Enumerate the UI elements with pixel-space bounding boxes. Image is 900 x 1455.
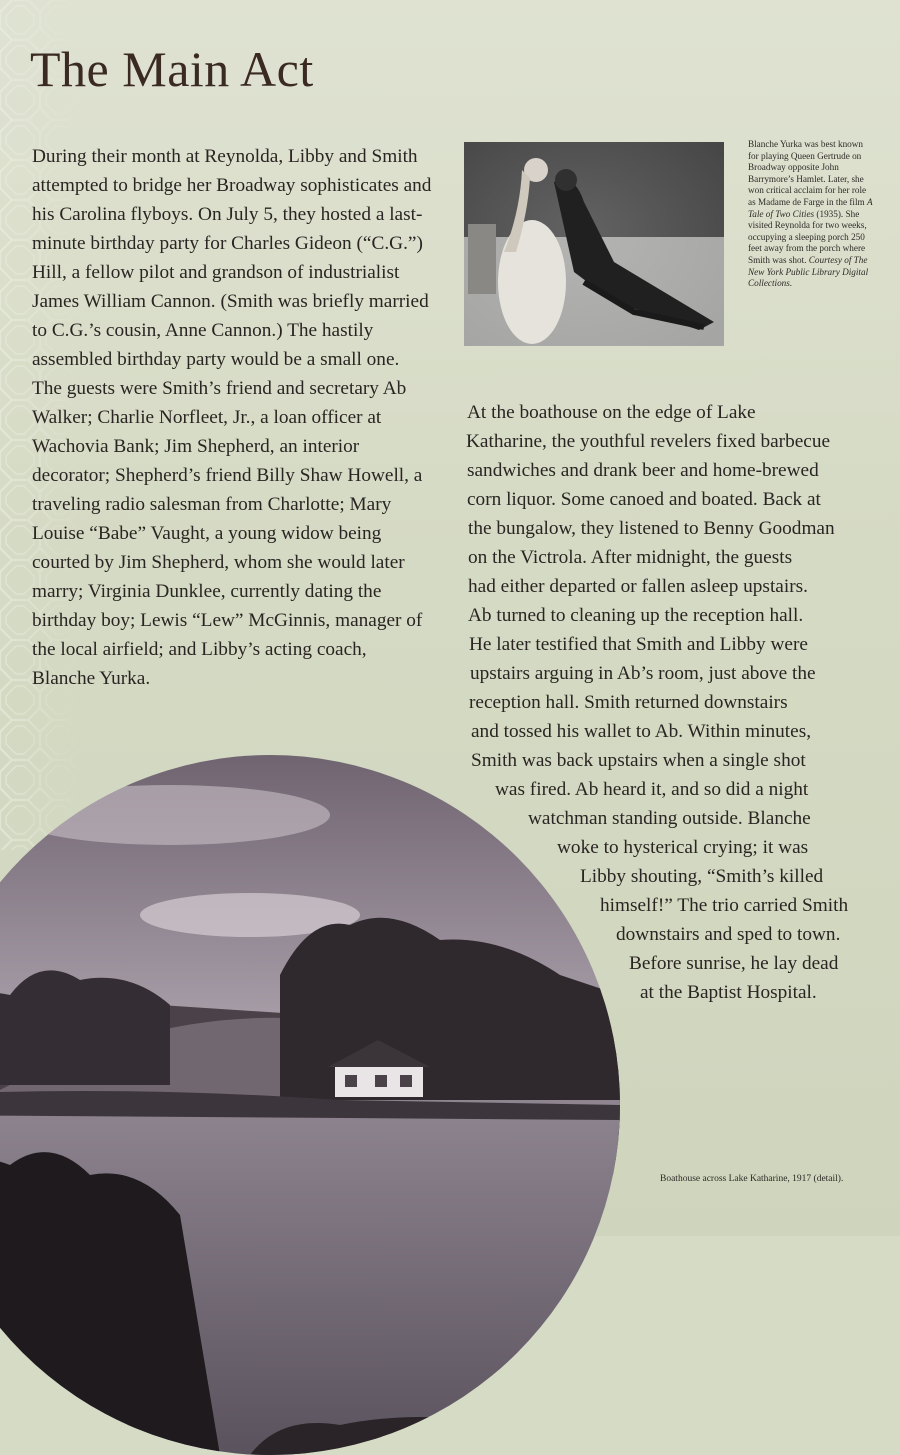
body-line: At the boathouse on the edge of Lake	[467, 402, 756, 423]
body-text-left-column: During their month at Reynolda, Libby and Smith attempted to bridge her Broadway sophisticates and his Carolina flyboys. On July 5, they hosted a last-minute birthday party for Charles Gideon (“C.G.”) Hill, a fellow pilot and grandson of industrialist James William Cannon. (Smith was briefly married to C.G.’s cousin, Anne Cannon.) The hastily assembled birthday party would be a small one. The guests were Smith’s friend and secretary Ab Walker; Charlie Norfleet, Jr., a loan officer at Wachovia Bank; Jim Shepherd, an interior decorator; Shepherd’s friend Billy Shaw Howell, a traveling radio salesman from Charlotte; Mary Louise “Babe” Vaught, a young widow being courted by Jim Shepherd, whom she would later marry; Virginia Dunklee, currently dating the birthday boy; Lewis “Lew” McGinnis, manager of the local airfield; and Libby’s acting coach, Blanche Yurka.	[32, 146, 432, 689]
caption-film-title: A Tale of Two Cities	[748, 196, 873, 219]
caption-text-part-2: (1935). She visited Reynolda for two weeks, occupying a sleeping porch 250 feet away from the porch where Smith was shot.	[748, 208, 867, 265]
body-line: Libby shouting, “Smith’s killed	[580, 866, 824, 887]
body-line: himself!” The trio carried Smith	[600, 895, 849, 916]
body-line: Ab turned to cleaning up the reception hall.	[468, 605, 804, 626]
body-line: watchman standing outside. Blanche	[528, 808, 811, 829]
body-line: was fired. Ab heard it, and so did a night	[495, 779, 809, 800]
photo-caption-blanche-yurka	[748, 139, 873, 290]
caption-text-part-1: Blanche Yurka was best known for playing Queen Gertrude on Broadway opposite John Barrymore’s Hamlet. Later, she won critical acclaim for her role as Madame de Farge in the film	[748, 139, 867, 207]
body-line: on the Victrola. After midnight, the guests	[468, 547, 793, 568]
body-line: reception hall. Smith returned downstairs	[469, 692, 788, 713]
panel-title: The Main Act	[30, 41, 314, 97]
body-line: and tossed his wallet to Ab. Within minutes,	[471, 721, 812, 742]
body-line: at the Baptist Hospital.	[640, 982, 817, 1003]
body-line: the bungalow, they listened to Benny Goodman	[468, 518, 835, 539]
body-line: He later testified that Smith and Libby were	[469, 634, 808, 655]
photo-caption-boathouse: Boathouse across Lake Katharine, 1917 (detail).	[660, 1174, 844, 1184]
body-line: Smith was back upstairs when a single shot	[471, 750, 806, 771]
body-line: corn liquor. Some canoed and boated. Back at	[467, 489, 821, 510]
body-line: sandwiches and drank beer and home-brewed	[467, 460, 819, 481]
blanche-yurka-hamlet-photo	[464, 142, 724, 346]
caption-credit: Courtesy of The New York Public Library Digital Collections.	[748, 254, 869, 289]
body-line: Katharine, the youthful revelers fixed barbecue	[466, 431, 831, 452]
body-line: had either departed or fallen asleep upstairs.	[468, 576, 808, 597]
body-line: downstairs and sped to town.	[616, 924, 841, 945]
body-line: Before sunrise, he lay dead	[629, 953, 839, 974]
body-line: upstairs arguing in Ab’s room, just above the	[470, 663, 816, 684]
body-line: woke to hysterical crying; it was	[557, 837, 809, 858]
